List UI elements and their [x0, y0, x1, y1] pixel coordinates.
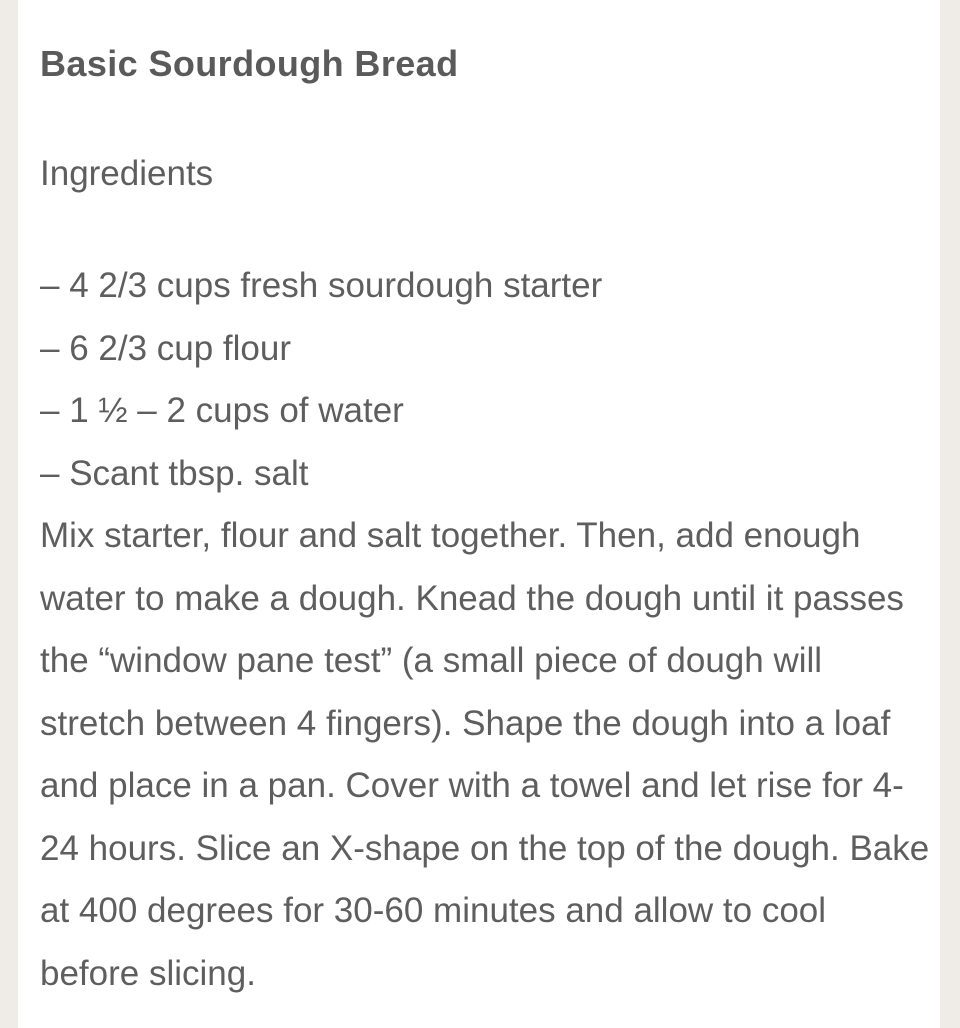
instructions-paragraph: Mix starter, flour and salt together. Then, add enough water to make a dough. Knead the dough until it passes the “window pane test” (a small piece of dough will stretch between 4 fingers). Shape the dough into a loaf and place in a pan. Cover with a towel and let rise for 4-24 hours. Slice an X-shape on the top of the dough. Bake at 400 degrees for 30-60 minutes and allow to cool before slicing. — [40, 516, 930, 993]
ingredient-item: – 4 2/3 cups fresh sourdough starter — [40, 266, 603, 305]
ingredient-item: – 6 2/3 cup flour — [40, 328, 291, 368]
ingredients-heading: Ingredients — [40, 154, 214, 193]
ingredients-list — [40, 255, 602, 505]
ingredient-item: – Scant tbsp. salt — [40, 453, 309, 493]
recipe-title: Basic Sourdough Bread — [40, 43, 459, 84]
recipe-card — [18, 0, 940, 1028]
ingredient-item: – 1 ½ – 2 cups of water — [40, 391, 404, 430]
